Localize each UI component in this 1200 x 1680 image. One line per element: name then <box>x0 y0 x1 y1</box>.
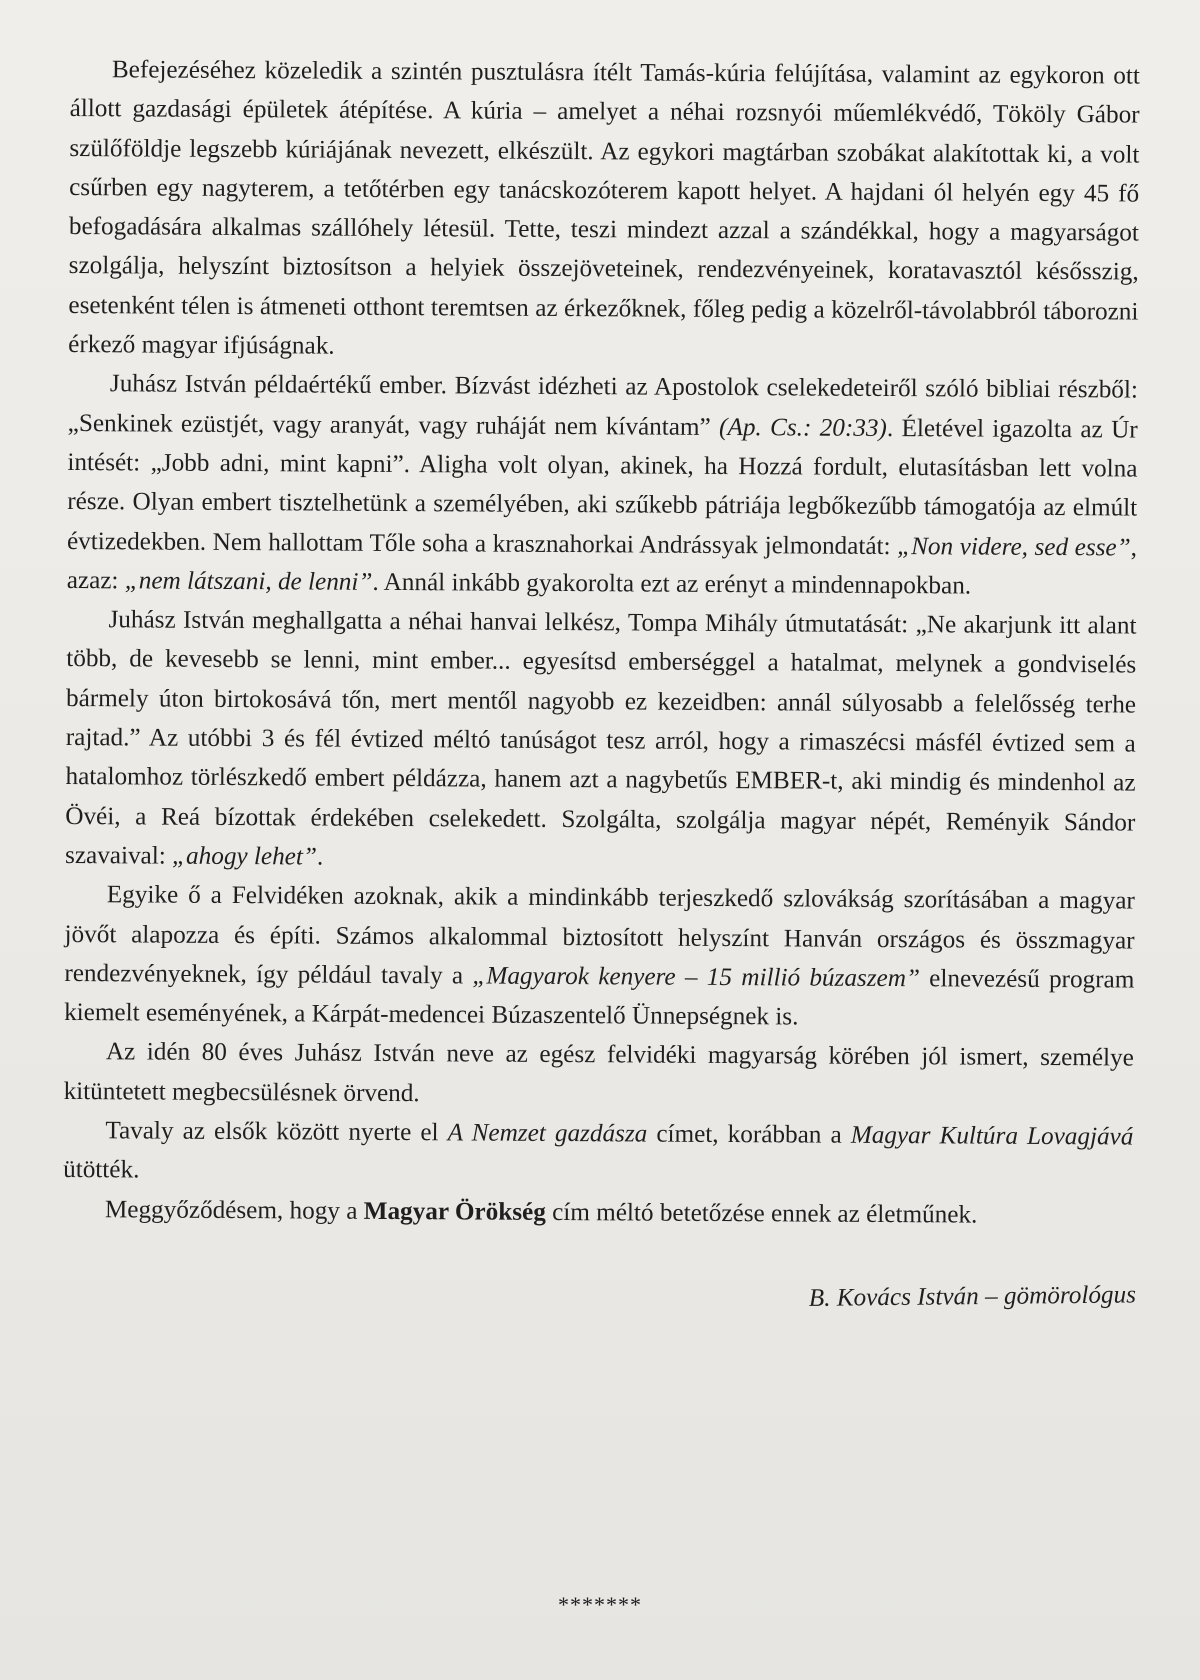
paragraph-7-text-b: cím méltó betetőzése ennek az életműnek. <box>545 1198 978 1229</box>
paragraph-1 <box>68 50 1140 371</box>
paragraph-1-text: Befejezéséhez közeledik a szintén pusztulásra ítélt Tamás-kúria felújítása, valamint az egykoron ott állott gazdasági épületek átépítése. A kúria – amelyet a néhai rozsnyói műemlékvédő, Tököly Gábor szülőföldje legszebb kúriájának nevezett, elkészült. Az egykori magtárban szobákat alakítottak ki, a volt csűrben egy nagyterem, a tetőtérben egy tanácskozóterem kapott helyet. A hajdani ól helyén egy 45 fő befogadására alkalmas szállóhely létesül. Tette, teszi mindezt azzal a szándékkal, hogy a magyarságot szolgálja, helyszínt biztosítson a helyiek összejöveteinek, rendezvényeinek, koratavasztól késősszig, esetenként télen is átmeneti otthont teremtsen az érkezőknek, főleg pedig a közelről-távolabbról táborozni érkező magyar ifjúságnak. <box>68 56 1140 360</box>
paragraph-2-text-b: . Életével igazolta az Úr intését: „Jobb adni, mint kapni”. Aligha volt olyan, akinek, ha Hozzá fordult, elutasításban lett volna része. Olyan embert tisztelhetünk a személyében, aki szűkebb pátriája legbőkezűbb támogatója az elmúlt évtizedekben. Nem hallottam Tőle soha a krasznahorkai Andrássyak jelmondatát: <box>66 414 1138 560</box>
paragraph-5-text: Az idén 80 éves Juhász István neve az egész felvidéki magyarság körében jól ismert, személye kitüntetett megbecsülésnek örvend. <box>63 1038 1134 1107</box>
paragraph-2-text-a: Juhász István példaértékű ember. Bízvást idézheti az Apostolok cselekedeteiről szóló bibliai részből: „Senkinek ezüstjét, vagy aranyát, vagy ruháját nem kívántam” <box>67 370 1139 441</box>
andrassy-motto: „Non videre, sed esse” <box>897 532 1131 562</box>
paragraph-6-text-b: címet, korábban a <box>647 1120 851 1149</box>
remenyik-quote: „ahogy lehet” <box>171 842 317 871</box>
heritage-award-name: Magyar Örökség <box>363 1197 546 1226</box>
motto-translation: „nem látszani, de lenni” <box>124 567 373 596</box>
award-title: A Nemzet gazdásza <box>447 1119 648 1148</box>
program-title: „Magyarok kenyere – 15 millió búzaszem” <box>472 962 921 993</box>
paragraph-6-text-c: ütötték. <box>63 1156 140 1184</box>
paragraph-4-text-a: Egyike ő a Felvidéken azoknak, akik a mindinkább terjeszkedő szlovákság szorításában a magyar jövőt alapozza és építi. Számos alkalommal biztosított helyszínt Hanván országos és összmagyar rendezvényeknek, így például tavaly a <box>64 881 1135 990</box>
paragraph-7-text-a: Meggyőződésem, hogy a <box>104 1195 364 1225</box>
author-signature: B. Kovács István – gömörológus <box>808 1281 1137 1312</box>
paragraph-4-text-b: elnevezésű program kiemelt eseményének, a Kárpát-medencei Búzaszentelő Ünnepségnek is. <box>64 965 1135 1031</box>
award-title-2: Magyar Kultúra Lovagjává <box>850 1121 1134 1151</box>
paragraph-3-text-b: . <box>316 843 324 871</box>
article-body <box>63 50 1140 1235</box>
bible-reference: (Ap. Cs.: 20:33) <box>719 413 887 442</box>
paragraph-2 <box>67 364 1138 606</box>
paragraph-3-text-a: Juhász István meghallgatta a néhai hanvai lelkész, Tompa Mihály útmutatását: „Ne akarjunk itt alant több, de kevesebb se lenni, mint ember... egyesítsd emberséggel a hatalmat, melynek a gondviselés bármely úton birtokosává tőn, mert mentől nagyobb ez kezeidben: annál súlyosabb a felelősség terhe rajtad.” Az utóbbi 3 és fél évtized méltó tanúságot tesz arról, hogy a rimaszécsi másfél évtized sem a hatalomhoz törlészkedő embert példázza, hanem azt a nagybetűs EMBER-t, aki mindig és mindenhol az Övéi, a Reá bízottak érdekében cselekedett. Szolgálta, szolgálja magyar népét, Reményik Sándor szavaival: <box>64 606 1137 870</box>
paragraph-6-text-a: Tavaly az elsők között nyerte el <box>105 1117 448 1147</box>
paragraph-4 <box>64 875 1135 1039</box>
paragraph-3 <box>65 600 1137 882</box>
paragraph-2-text-c: , azaz: <box>66 534 1138 595</box>
paragraph-7 <box>63 1190 1133 1236</box>
paragraph-5 <box>64 1032 1134 1117</box>
paragraph-6 <box>63 1111 1133 1196</box>
section-separator: ******* <box>558 1592 642 1617</box>
paragraph-2-text-d: . Annál inkább gyakorolta ezt az erényt a mindennapokban. <box>372 568 972 600</box>
